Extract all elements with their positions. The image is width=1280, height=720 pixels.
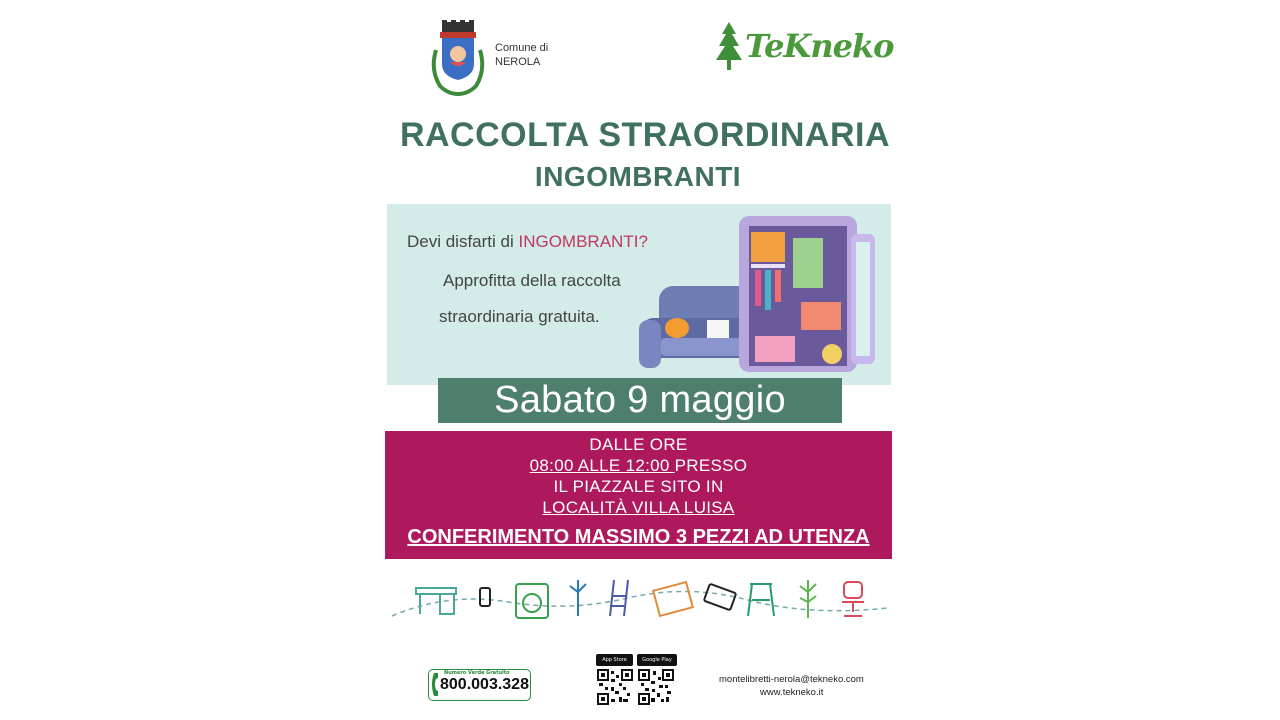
info-presso: PRESSO — [674, 456, 748, 475]
nerola-crest-logo — [428, 20, 488, 96]
intro-question-mark: ? — [638, 232, 648, 251]
intro-line3: straordinaria gratuita. — [439, 307, 600, 326]
toll-free-label: Numero Verde Gratuito — [444, 670, 510, 676]
chair-icon — [610, 580, 628, 616]
washing-machine-icon — [516, 584, 548, 618]
tree-icon — [716, 22, 742, 70]
info-limit: CONFERIMENTO MASSIMO 3 PEZZI AD UTENZA — [407, 526, 870, 548]
google-play-badge[interactable]: Google Play — [637, 654, 677, 666]
app-store-qr-code[interactable] — [597, 669, 633, 705]
comune-line2: NEROLA — [495, 56, 541, 68]
intro-question — [407, 232, 648, 252]
comune-line1: Comune di — [495, 42, 549, 54]
info-time: 08:00 ALLE 12:00 — [529, 456, 675, 475]
page-title: RACCOLTA STRAORDINARIA — [399, 116, 891, 154]
phone-icon — [480, 588, 490, 606]
info-location: LOCALITÀ VILLA LUISA — [542, 498, 735, 517]
app-store-badge[interactable]: App Store — [596, 654, 633, 666]
dashed-line — [392, 591, 888, 616]
page-subtitle: INGOMBRANTI — [534, 161, 742, 192]
sofa-wardrobe-illustration — [637, 208, 887, 384]
coat-stand-icon — [800, 580, 816, 618]
event-date: Sabato 9 maggio — [494, 379, 786, 421]
google-play-qr-code[interactable] — [638, 669, 674, 705]
contact-email[interactable]: montelibretti-nerola@tekneko.com — [719, 674, 864, 685]
bulky-items-icon-strip — [388, 572, 892, 624]
date-banner — [438, 378, 842, 423]
desk-icon — [416, 588, 456, 614]
office-chair-icon — [842, 582, 864, 616]
toll-free-number[interactable]: 800.003.328 — [440, 676, 529, 693]
info-hours-label: DALLE ORE — [589, 435, 688, 454]
intro-question-prefix: Devi disfarti di — [407, 232, 519, 251]
intro-question-highlight: INGOMBRANTI — [518, 232, 639, 251]
bookshelf-icon — [653, 582, 693, 616]
info-place-label: IL PIAZZALE SITO IN — [553, 477, 724, 496]
intro-panel — [387, 204, 891, 385]
contact-website[interactable]: www.tekneko.it — [760, 687, 824, 698]
stool-icon — [748, 584, 774, 616]
intro-line2: Approfitta della raccolta — [443, 271, 621, 290]
comune-label — [495, 41, 548, 69]
info-time-line — [385, 455, 892, 476]
info-box — [385, 431, 892, 559]
tekneko-brand: TeKneko — [745, 27, 894, 65]
coat-rack-icon — [570, 580, 586, 616]
tv-icon — [704, 584, 736, 610]
